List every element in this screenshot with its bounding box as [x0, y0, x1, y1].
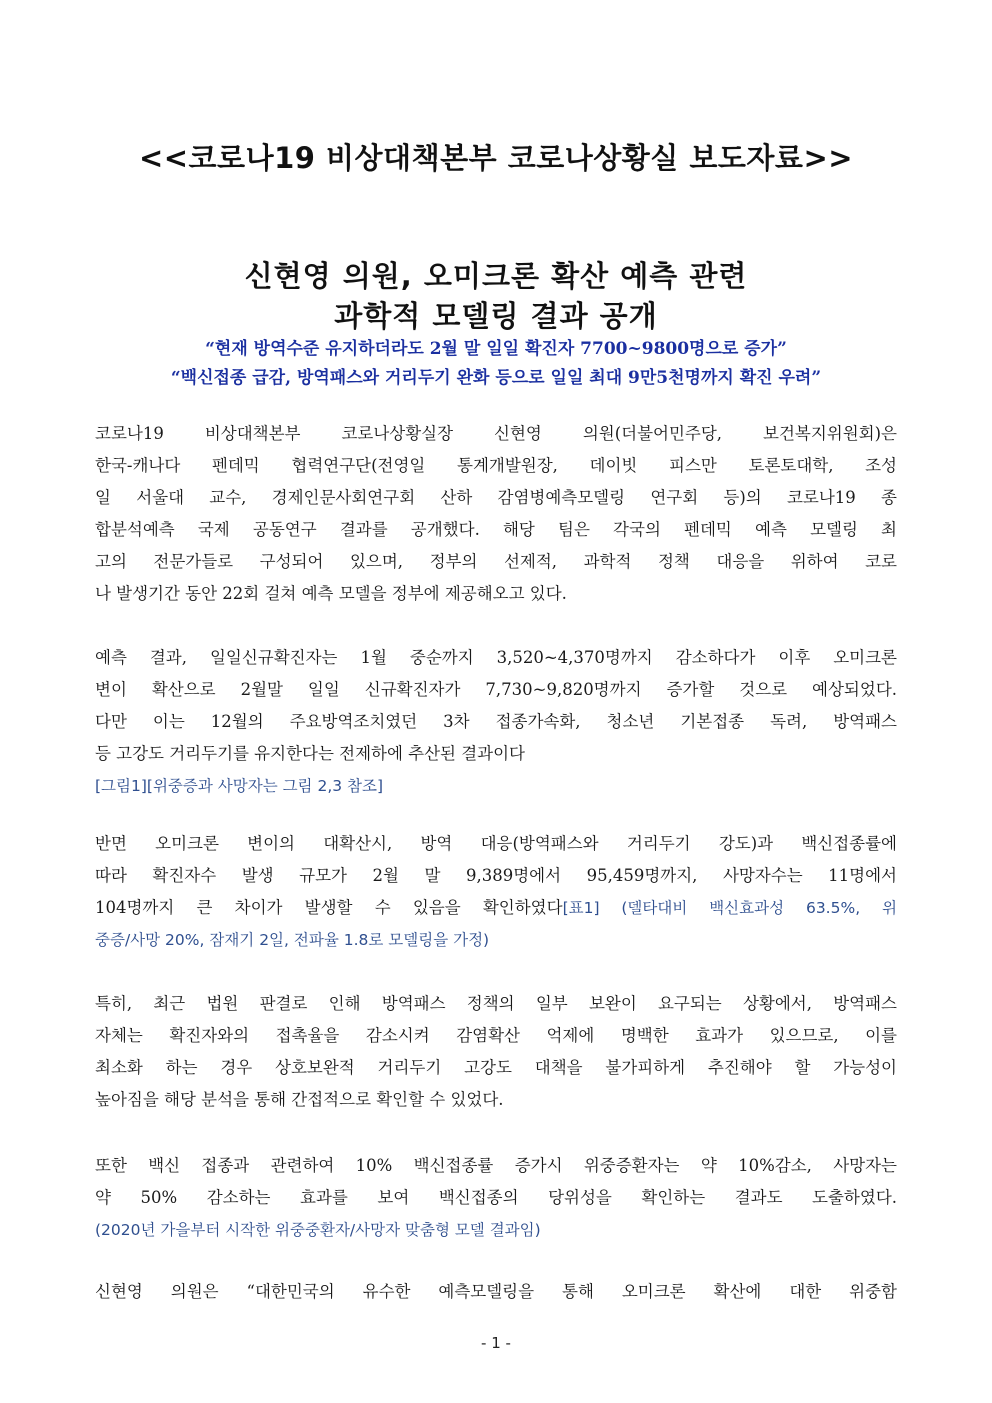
text-line: 최소화 하는 경우 상호보완적 거리두기 고강도 대책을 불가피하게 추진해야 할 가능성이 [95, 1058, 897, 1077]
text-line: 자체는 확진자와의 접촉율을 감소시켜 감염확산 억제에 명백한 효과가 있으므로, 이를 [95, 1026, 897, 1045]
page-number: - 1 - [481, 1334, 511, 1352]
text-line: 높아짐을 해당 분석을 통해 간접적으로 확인할 수 있었다. [95, 1090, 504, 1109]
text-line: 고의 전문가들로 구성되어 있으며, 정부의 선제적, 과학적 정책 대응을 위하여 코로 [95, 552, 897, 571]
headline-line-1: 신현영 의원, 오미크론 확산 예측 관련 [244, 259, 748, 293]
paragraph-vaccination [95, 1150, 897, 1246]
text-line: 합분석예측 국제 공동연구 결과를 공개했다. 해당 팀은 각국의 펜데믹 예측 모델링 최 [95, 520, 897, 539]
text-line: 일 서울대 교수, 경제인문사회연구회 산하 감염병예측모델링 연구회 등)의 코로나19 종 [95, 488, 897, 507]
model-assumption-note: 중증/사망 20%, 잠재기 2일, 전파율 1.8로 모델링을 가정) [95, 931, 490, 949]
model-source-note: (2020년 가을부터 시작한 위중중환자/사망자 맞춤형 모델 결과임) [95, 1221, 541, 1239]
text-line: 등 고강도 거리두기를 유지한다는 전제하에 추산된 결과이다 [95, 744, 525, 763]
text-line: 반면 오미크론 변이의 대확산시, 방역 대응(방역패스와 거리두기 강도)과 백신접종률에 [95, 834, 897, 853]
subheadline-2: “백신접종 급감, 방역패스와 거리두기 완화 등으로 일일 최대 9만5천명까지 확진 우려” [170, 368, 822, 388]
text-line: 한국-캐나다 펜데믹 협력연구단(전영일 통계개발원장, 데이빗 피스만 토론토대학, 조성 [95, 456, 897, 475]
text-line: 신현영 의원은 “대한민국의 유수한 예측모델링을 통해 오미크론 확산에 대한 위중함 [95, 1282, 897, 1301]
text-line: 따라 확진자수 발생 규모가 2월 말 9,389명에서 95,459명까지, 사망자수는 11명에서 [95, 866, 897, 885]
paragraph-vaccine-pass [95, 988, 897, 1116]
figure-reference-note: [그림1][위중증과 사망자는 그림 2,3 참조] [95, 777, 384, 795]
text-line: 약 50% 감소하는 효과를 보여 백신접종의 당위성을 확인하는 결과도 도출하였다. [95, 1188, 897, 1207]
headline-line-2: 과학적 모델링 결과 공개 [334, 299, 658, 333]
text-line: 특히, 최근 법원 판결로 인해 방역패스 정책의 일부 보완이 요구되는 상황에서, 방역패스 [95, 994, 897, 1013]
paragraph-scenario [95, 828, 897, 956]
paragraph-intro [95, 418, 897, 610]
text-line: 나 발생기간 동안 22회 걸쳐 예측 모델을 정부에 제공해오고 있다. [95, 584, 567, 603]
text-line: 다만 이는 12월의 주요방역조치였던 3차 접종가속화, 청소년 기본접종 독려, 방역패스 [95, 712, 897, 731]
paragraph-forecast [95, 642, 897, 802]
text-line: 변이 확산으로 2월말 일일 신규확진자가 7,730~9,820명까지 증가할 것으로 예상되었다. [95, 680, 897, 699]
table-reference-note: [표1] (델타대비 백신효과성 63.5%, 위 [562, 899, 897, 917]
press-release-header: <<코로나19 비상대책본부 코로나상황실 보도자료>> [138, 141, 854, 175]
paragraph-quote [95, 1276, 897, 1308]
text-segment: 104명까지 큰 차이가 발생할 수 있음을 확인하였다 [95, 898, 563, 917]
text-line: 코로나19 비상대책본부 코로나상황실장 신현영 의원(더불어민주당, 보건복지위원회)은 [95, 424, 897, 443]
text-line-with-note [95, 892, 897, 924]
subheadline-1: “현재 방역수준 유지하더라도 2월 말 일일 확진자 7700~9800명으로 증가” [205, 339, 787, 359]
text-line: 또한 백신 접종과 관련하여 10% 백신접종률 증가시 위중증환자는 약 10%감소, 사망자는 [95, 1156, 897, 1175]
text-line: 예측 결과, 일일신규확진자는 1월 중순까지 3,520~4,370명까지 감소하다가 이후 오미크론 [95, 648, 897, 667]
